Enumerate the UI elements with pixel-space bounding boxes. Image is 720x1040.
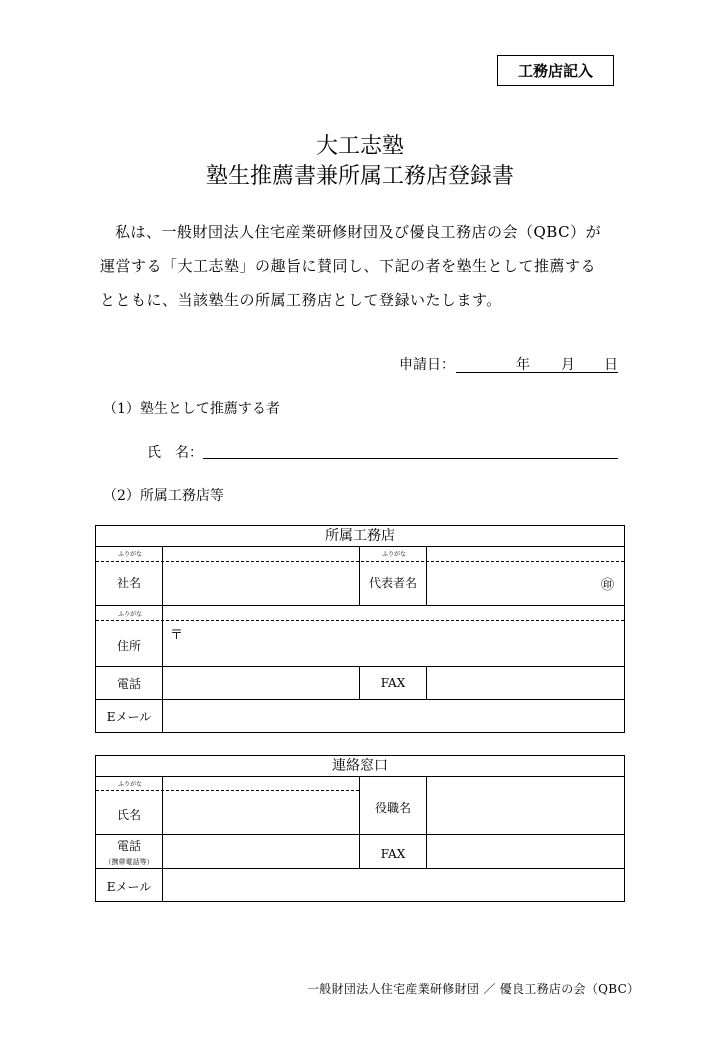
company-name-field[interactable] (163, 562, 359, 605)
address-field[interactable] (163, 621, 624, 666)
intro-paragraph (100, 215, 630, 317)
company-name-label: 社名 (116, 576, 141, 590)
position-label: 役職名 (374, 801, 411, 815)
phone-label: 電話 (116, 677, 141, 691)
intro-line-1: 私は、一般財団法人住宅産業研修財団及び優良工務店の会（QBC）が (115, 223, 602, 241)
contact-email-label: Eメール (106, 880, 152, 894)
email-label: Eメール (106, 710, 152, 724)
column-divider (426, 666, 427, 699)
intro-line-2: 運営する「大工志塾」の趣旨に賛同し、下記の者を塾生として推薦する (100, 257, 597, 275)
furigana-label: ふりがな (382, 551, 407, 558)
date-year-label: 年 (516, 357, 530, 373)
seal-icon: ㊞ (601, 578, 615, 593)
contact-fax-label: FAX (380, 847, 406, 861)
student-name-label: 氏 名： (147, 445, 203, 461)
contact-phone-field[interactable] (163, 835, 359, 868)
page-title: 大工志塾 (315, 134, 404, 159)
email-field[interactable] (163, 700, 624, 732)
contact-phone-label: 電話 (116, 839, 141, 853)
contact-table-header: 連絡窓口 (95, 755, 625, 777)
column-divider (426, 777, 427, 868)
postal-mark: 〒 (170, 628, 184, 643)
application-date-label: 申請日： (399, 357, 455, 373)
date-month-label: 月 (561, 357, 575, 373)
furigana-label: ふりがな (118, 551, 143, 558)
position-field[interactable] (427, 778, 624, 834)
address-label: 住所 (116, 639, 141, 653)
student-name-field[interactable] (203, 458, 618, 459)
column-divider (359, 547, 360, 605)
fax-label: FAX (380, 676, 406, 690)
representative-label: 代表者名 (368, 576, 417, 590)
furigana-label: ふりがな (118, 781, 143, 788)
contact-name-field[interactable] (163, 791, 359, 834)
representative-field[interactable] (427, 562, 624, 605)
page-subtitle: 塾生推薦書兼所属工務店登録書 (205, 164, 514, 189)
date-day-label: 日 (604, 357, 618, 373)
footer-organization: 一般財団法人住宅産業研修財団 ／ 優良工務店の会（QBC） (307, 982, 640, 996)
section-2-heading: （2）所属工務店等 (103, 488, 224, 504)
phone-field[interactable] (163, 667, 359, 699)
column-divider (162, 777, 163, 902)
furigana-label: ふりがな (118, 611, 143, 618)
contact-fax-field[interactable] (427, 835, 624, 868)
contact-name-label: 氏名 (116, 808, 141, 822)
row-divider (96, 605, 624, 606)
section-1-heading: （1）塾生として推薦する者 (103, 401, 280, 417)
contact-phone-note: （携帯電話等） (104, 858, 154, 866)
fax-field[interactable] (427, 667, 624, 699)
column-divider (359, 777, 360, 868)
column-divider (162, 547, 163, 733)
column-divider (426, 547, 427, 605)
application-date-field[interactable] (456, 372, 618, 373)
office-entry-box: 工務店記入 (497, 55, 614, 86)
contact-email-field[interactable] (163, 869, 624, 901)
column-divider (359, 666, 360, 699)
company-table-header: 所属工務店 (95, 525, 625, 547)
intro-line-3: とともに、当該塾生の所属工務店として登録いたします。 (100, 291, 502, 309)
